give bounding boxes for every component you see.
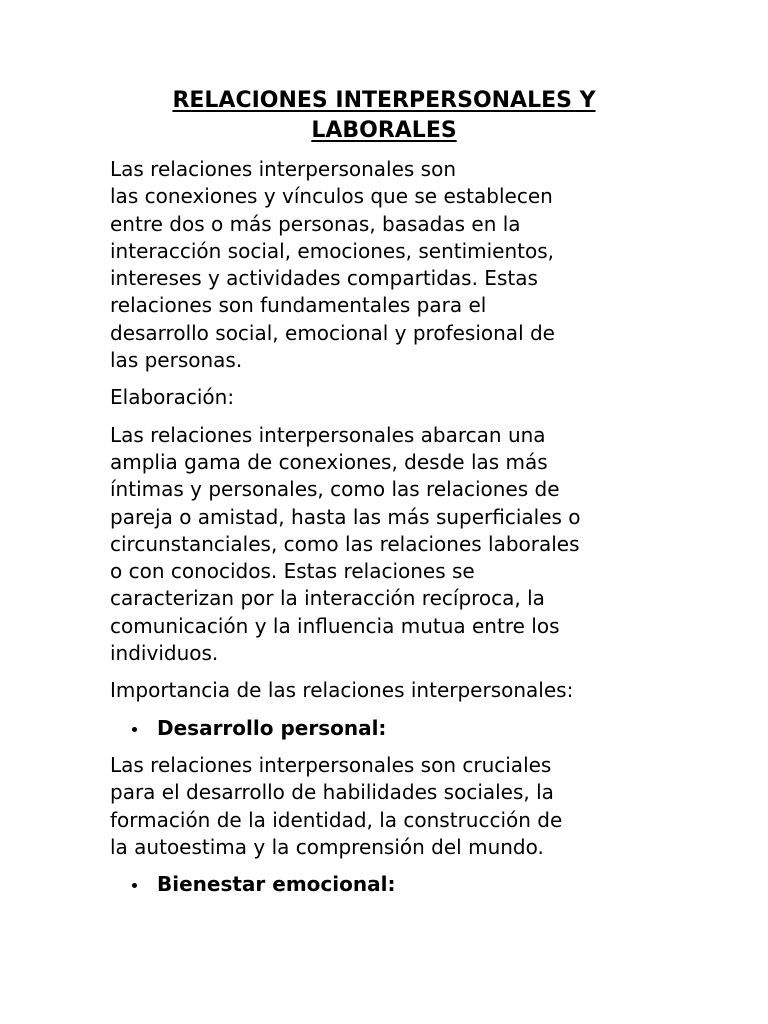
text-line: para el desarrollo de habilidades sociales, la xyxy=(110,780,554,805)
elaboracion-paragraph xyxy=(110,422,658,668)
text-line: o con conocidos. Estas relaciones se xyxy=(110,559,475,584)
bullet-dot-icon xyxy=(132,727,137,732)
text-line: relaciones son fundamentales para el xyxy=(110,293,487,318)
bullet-label: Desarrollo personal: xyxy=(157,715,387,740)
text-line: circunstanciales, como las relaciones laborales xyxy=(110,531,580,556)
text-line: Importancia de las relaciones interpersonales: xyxy=(110,678,574,703)
text-line: Las relaciones interpersonales abarcan una xyxy=(110,422,546,447)
bullet-dot-icon xyxy=(132,883,137,888)
bullet-bienestar-emocional xyxy=(110,871,658,898)
elaboracion-label xyxy=(110,384,658,411)
document-title xyxy=(110,86,658,146)
text-line: amplia gama de conexiones, desde las más xyxy=(110,449,548,474)
text-line: la autoestima y la comprensión del mundo. xyxy=(110,834,544,859)
text-line: las conexiones y vínculos que se establecen xyxy=(110,184,553,209)
text-line: entre dos o más personas, basadas en la xyxy=(110,211,521,236)
text-line: Las relaciones interpersonales son cruciales xyxy=(110,752,552,777)
text-line: Elaboración: xyxy=(110,385,235,410)
text-line: individuos. xyxy=(110,641,219,666)
text-line: pareja o amistad, hasta las más superficiales o xyxy=(110,504,581,529)
desarrollo-paragraph xyxy=(110,752,658,861)
document-page xyxy=(110,86,658,908)
text-line: formación de la identidad, la construcción de xyxy=(110,807,563,832)
bullet-desarrollo-personal xyxy=(110,715,658,742)
text-line: interacción social, emociones, sentimientos, xyxy=(110,238,555,263)
bullet-label: Bienestar emocional: xyxy=(157,872,396,897)
text-line: las personas. xyxy=(110,348,243,373)
intro-paragraph xyxy=(110,156,658,374)
text-line: Las relaciones interpersonales son xyxy=(110,157,457,181)
text-line: desarrollo social, emocional y profesional de xyxy=(110,320,555,345)
text-line: intereses y actividades compartidas. Estas xyxy=(110,266,538,291)
importancia-label xyxy=(110,677,658,704)
text-line: íntimas y personales, como las relaciones de xyxy=(110,477,560,502)
text-line: caracterizan por la interacción recíproca, la xyxy=(110,586,545,611)
text-line: comunicación y la influencia mutua entre los xyxy=(110,613,560,638)
title-line: RELACIONES INTERPERSONALES Y xyxy=(172,88,596,113)
title-line: LABORALES xyxy=(311,118,457,143)
